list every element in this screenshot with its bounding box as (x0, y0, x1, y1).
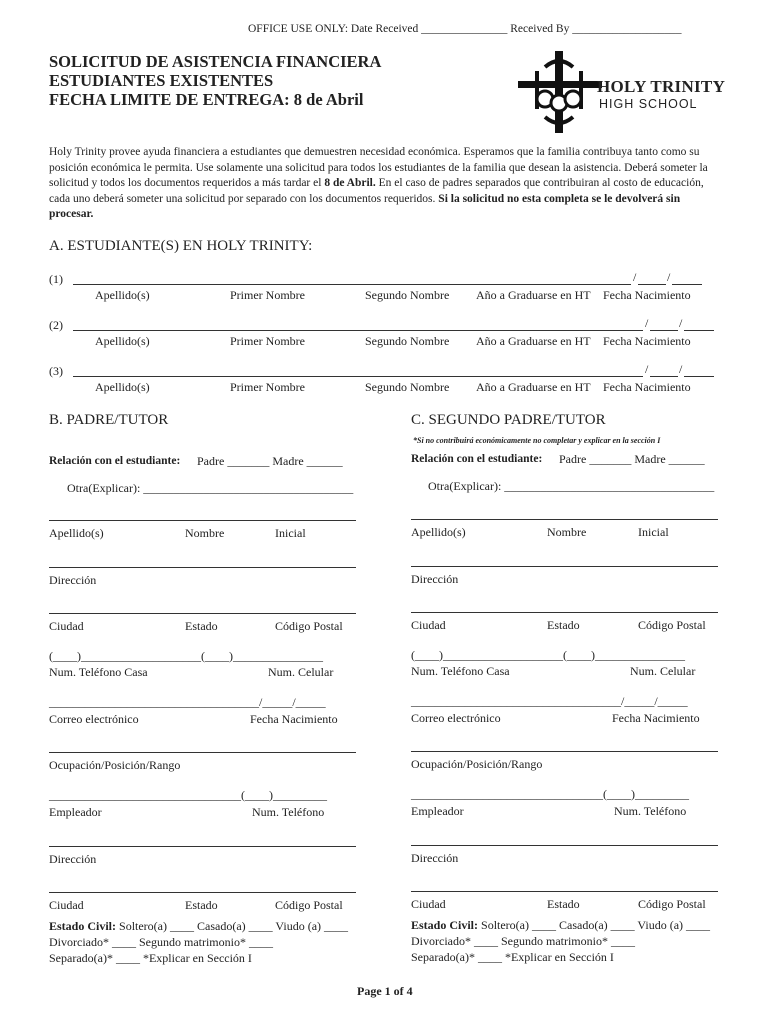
label-celular: Num. Celular (630, 664, 696, 678)
student-birth-year-field[interactable] (684, 330, 714, 331)
label-estado: Estado (547, 618, 580, 632)
student-row-num: (3) (49, 364, 63, 378)
student-name-field[interactable] (73, 330, 643, 331)
employer-city-field[interactable] (411, 891, 718, 892)
label-apellido: Apellido(s) (49, 526, 104, 540)
intro-text-1: Holy Trinity provee ayuda financiera a estudiantes que demuestren necesidad económica. Esperamos que la familia contribuya tanto como su posición económica le permita. Use solamente una solicitud para todos los estudiantes de la familia que desean la asistencia. Deberá someter la solicitud y todos los documentos requeridos a más tardar el (49, 146, 708, 189)
label-direccion: Dirección (411, 572, 459, 586)
school-logo (515, 47, 725, 137)
form-title (49, 52, 381, 109)
label-estado: Estado (185, 619, 218, 633)
section-c-note: *Si no contribuirá económicamente no completar y explicar en la sección I (413, 436, 661, 445)
intro-text-2: En el caso de padres separados que contribuiran al costo de educación, cada uno deberá someter una solicitud por separado con los documentos requeridos. (49, 177, 704, 205)
email-birthdate-field[interactable]: ___________________________________/_____/_____ (49, 695, 326, 709)
label-fecha-nacimiento: Fecha Nacimiento (603, 334, 691, 348)
label-codigo-postal: Código Postal (638, 618, 706, 632)
civil-status-line-3[interactable]: Separado(a)* ____ *Explicar en Sección I (49, 951, 252, 965)
student-birth-day-field[interactable] (638, 284, 666, 285)
other-explain-field[interactable]: Otra(Explicar): ___________________________________ (428, 479, 715, 493)
student-birth-year-field[interactable] (672, 284, 702, 285)
address-field[interactable] (411, 566, 718, 567)
label-ano-graduarse: Año a Graduarse en HT (476, 288, 591, 302)
label-inicial: Inicial (275, 526, 306, 540)
label-primer-nombre: Primer Nombre (230, 334, 305, 348)
label-apellido: Apellido(s) (95, 380, 150, 394)
occupation-field[interactable] (49, 752, 356, 753)
email-birthdate-field[interactable]: ___________________________________/_____/_____ (411, 694, 688, 708)
occupation-field[interactable] (411, 751, 718, 752)
label-num-telefono: Num. Teléfono (614, 804, 687, 818)
intro-paragraph (49, 145, 724, 223)
label-codigo-postal: Código Postal (275, 898, 343, 912)
student-name-field[interactable] (73, 284, 631, 285)
other-explain-field[interactable]: Otra(Explicar): ___________________________________ (67, 481, 354, 495)
label-segundo-nombre: Segundo Nombre (365, 380, 450, 394)
civil-status-line-1[interactable]: Estado Civil: Soltero(a) ____ Casado(a) ____ Viudo (a) ____ (49, 919, 349, 933)
student-name-field[interactable] (73, 376, 643, 377)
section-a-title: A. ESTUDIANTE(S) EN HOLY TRINITY: (49, 238, 313, 254)
label-telefono-casa: Num. Teléfono Casa (411, 664, 510, 678)
phone-field[interactable]: (____)____________________(____)_______________ (411, 648, 685, 662)
student-row-num: (2) (49, 318, 63, 332)
label-ocupacion: Ocupación/Posición/Rango (49, 758, 181, 772)
civil-status-label: Estado Civil: (49, 919, 117, 933)
civil-status-line-3[interactable]: Separado(a)* ____ *Explicar en Sección I (411, 950, 614, 964)
title-line-3: FECHA LIMITE DE ENTREGA: 8 de Abril (49, 90, 364, 109)
label-fecha-nacimiento: Fecha Nacimiento (603, 288, 691, 302)
label-direccion: Dirección (49, 573, 97, 587)
logo-line-1: HOLY TRINITY (597, 77, 726, 96)
label-apellido: Apellido(s) (411, 525, 466, 539)
label-num-telefono: Num. Teléfono (252, 805, 325, 819)
label-apellido: Apellido(s) (95, 334, 150, 348)
civil-status-line-1[interactable]: Estado Civil: Soltero(a) ____ Casado(a) ____ Viudo (a) ____ (411, 918, 711, 932)
label-nombre: Nombre (547, 525, 587, 539)
name-field[interactable] (49, 520, 356, 521)
relation-options[interactable]: Padre _______ Madre ______ (197, 454, 343, 468)
label-primer-nombre: Primer Nombre (230, 380, 305, 394)
title-line-1: SOLICITUD DE ASISTENCIA FINANCIERA (49, 52, 382, 71)
label-primer-nombre: Primer Nombre (230, 288, 305, 302)
label-empleador: Empleador (49, 805, 102, 819)
relation-label: Relación con el estudiante: (411, 453, 543, 465)
city-field[interactable] (49, 613, 356, 614)
relation-label: Relación con el estudiante: (49, 455, 181, 467)
intro-warning: Si la solicitud no esta completa se le devolverá sin procesar. (49, 192, 681, 220)
label-ciudad: Ciudad (411, 897, 446, 911)
student-birth-day-field[interactable] (650, 330, 678, 331)
label-ciudad: Ciudad (49, 619, 84, 633)
cross-sun-logo-icon (515, 47, 605, 137)
label-ano-graduarse: Año a Graduarse en HT (476, 334, 591, 348)
civil-status-line-2[interactable]: Divorciado* ____ Segundo matrimonio* ____ (49, 935, 273, 949)
employer-field[interactable]: ________________________________(____)_________ (411, 787, 689, 801)
page-number: Page 1 of 4 (357, 984, 413, 998)
student-birth-year-field[interactable] (684, 376, 714, 377)
label-ciudad: Ciudad (49, 898, 84, 912)
label-direccion: Dirección (411, 851, 459, 865)
intro-deadline: 8 de Abril. (324, 177, 376, 189)
relation-options[interactable]: Padre _______ Madre ______ (559, 452, 705, 466)
office-use-line: OFFICE USE ONLY: Date Received _______________ Received By ___________________ (248, 23, 682, 35)
label-fecha-nacimiento: Fecha Nacimiento (250, 712, 338, 726)
label-ano-graduarse: Año a Graduarse en HT (476, 380, 591, 394)
address-field[interactable] (49, 567, 356, 568)
student-birth-day-field[interactable] (650, 376, 678, 377)
label-apellido: Apellido(s) (95, 288, 150, 302)
label-fecha-nacimiento: Fecha Nacimiento (612, 711, 700, 725)
civil-status-label: Estado Civil: (411, 918, 479, 932)
label-telefono-casa: Num. Teléfono Casa (49, 665, 148, 679)
city-field[interactable] (411, 612, 718, 613)
label-celular: Num. Celular (268, 665, 334, 679)
section-b-title: B. PADRE/TUTOR (49, 412, 169, 428)
label-inicial: Inicial (638, 525, 669, 539)
label-correo: Correo electrónico (411, 711, 501, 725)
label-estado: Estado (185, 898, 218, 912)
label-empleador: Empleador (411, 804, 464, 818)
label-fecha-nacimiento: Fecha Nacimiento (603, 380, 691, 394)
employer-address-field[interactable] (49, 846, 356, 847)
employer-address-field[interactable] (411, 845, 718, 846)
label-segundo-nombre: Segundo Nombre (365, 288, 450, 302)
label-estado: Estado (547, 897, 580, 911)
logo-line-2: HIGH SCHOOL (599, 97, 698, 111)
label-codigo-postal: Código Postal (275, 619, 343, 633)
label-direccion: Dirección (49, 852, 97, 866)
label-segundo-nombre: Segundo Nombre (365, 334, 450, 348)
label-codigo-postal: Código Postal (638, 897, 706, 911)
employer-field[interactable]: ________________________________(____)_________ (49, 788, 327, 802)
student-row-num: (1) (49, 272, 63, 286)
label-ciudad: Ciudad (411, 618, 446, 632)
phone-field[interactable]: (____)____________________(____)_______________ (49, 649, 323, 663)
civil-status-line-2[interactable]: Divorciado* ____ Segundo matrimonio* ____ (411, 934, 635, 948)
title-line-2: ESTUDIANTES EXISTENTES (49, 71, 274, 90)
label-ocupacion: Ocupación/Posición/Rango (411, 757, 543, 771)
label-nombre: Nombre (185, 526, 225, 540)
employer-city-field[interactable] (49, 892, 356, 893)
label-correo: Correo electrónico (49, 712, 139, 726)
section-c-title: C. SEGUNDO PADRE/TUTOR (411, 412, 606, 428)
name-field[interactable] (411, 519, 718, 520)
